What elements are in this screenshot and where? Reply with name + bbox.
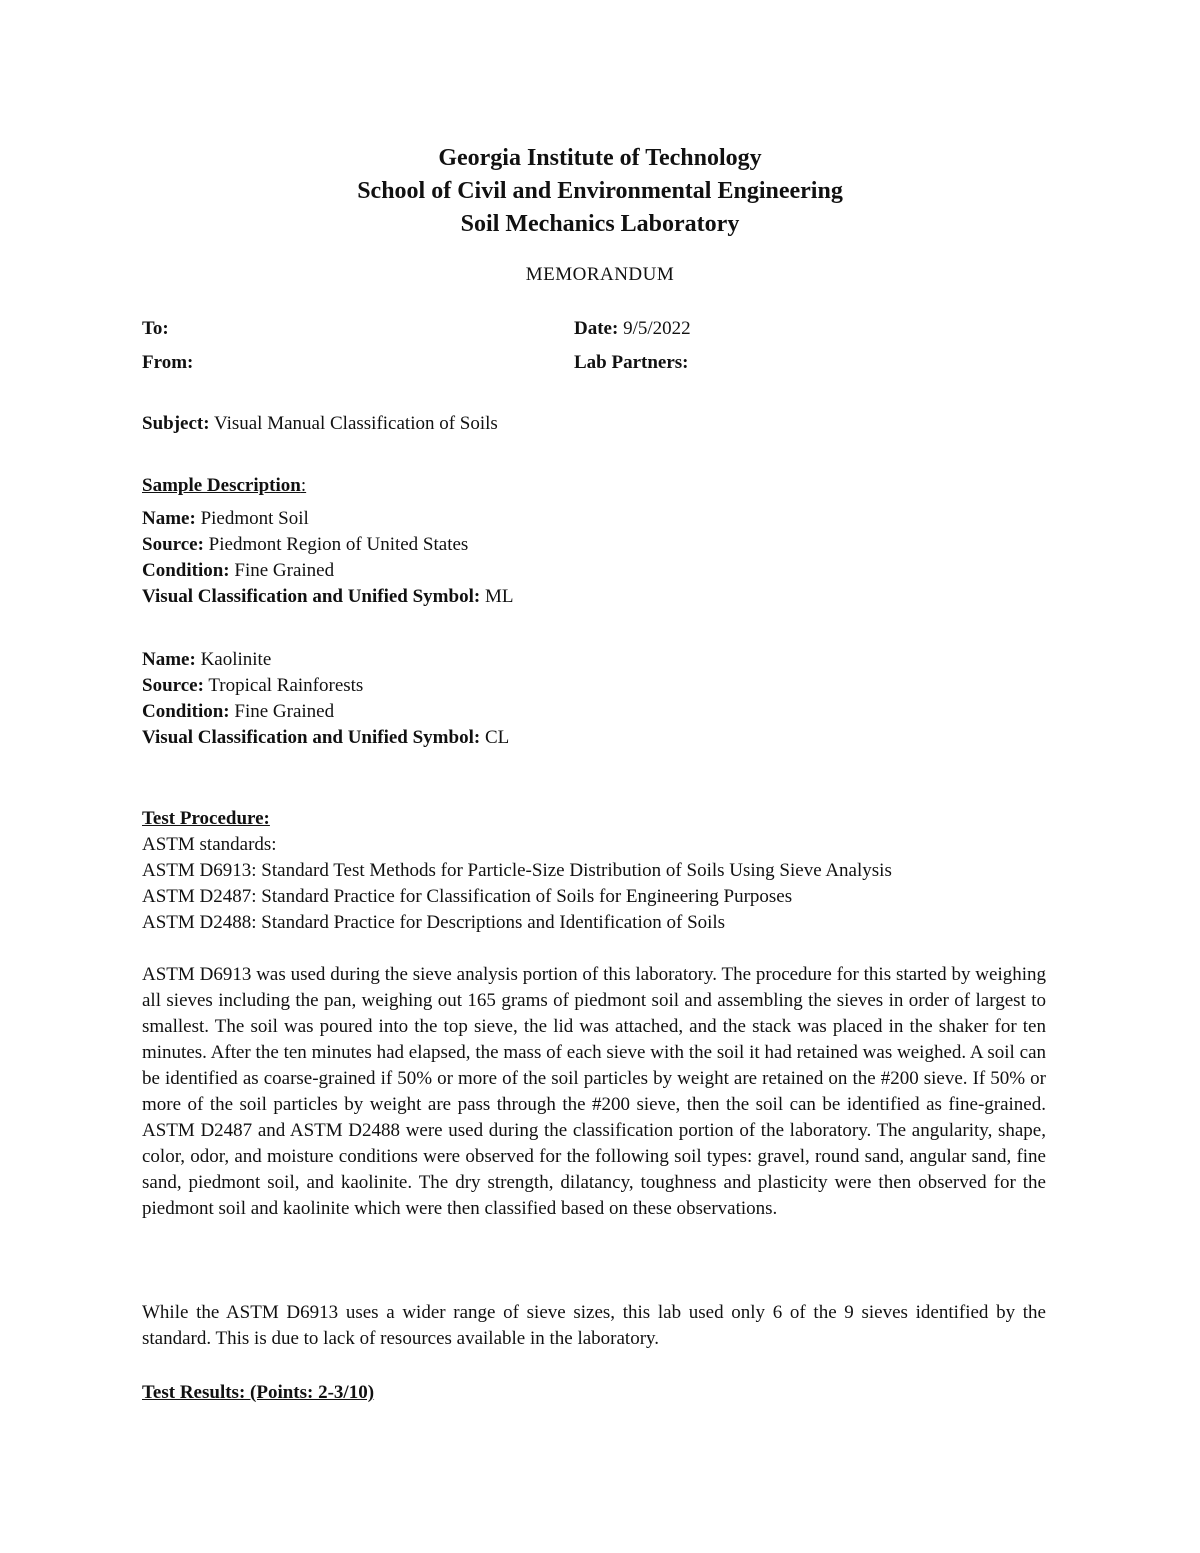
sample-name-value: Piedmont Soil	[200, 508, 309, 529]
sample-condition-value: Fine Grained	[234, 701, 335, 722]
to-field	[142, 316, 169, 342]
sample-block-1	[142, 506, 513, 610]
sample-name-label: Name:	[142, 649, 196, 670]
letterhead	[0, 142, 1200, 241]
sample-description-heading-colon: :	[300, 475, 307, 496]
institution-name: Georgia Institute of Technology	[438, 145, 762, 171]
lab-partners-label: Lab Partners:	[574, 352, 689, 373]
sample-symbol-value: ML	[484, 586, 514, 607]
standard-item: ASTM D2488: Standard Practice for Descriptions and Identification of Soils	[142, 912, 726, 933]
procedure-paragraph-1: ASTM D6913 was used during the sieve analysis portion of this laboratory. The procedure for this started by weighing all sieves including the pan, weighing out 165 grams of piedmont soil and assembling the sieves in order of largest to smallest. The soil was poured into the top sieve, the lid was attached, and the stack was placed in the shaker for ten minutes. After the ten minutes had elapsed, the mass of each sieve with the soil it had retained was weighed. A soil can be identified as coarse-grained if 50% or more of the soil particles by weight are retained on the #200 sieve. If 50% or more of the soil particles by weight are pass through the #200 sieve, then the soil can be identified as fine-grained. ASTM D2487 and ASTM D2488 were used during the classification portion of the laboratory. The angularity, shape, color, odor, and moisture conditions were observed for the following soil types: gravel, round sand, angular sand, fine sand, piedmont soil, and kaolinite. The dry strength, dilatancy, toughness and plasticity were then observed for the piedmont soil and kaolinite which were then classified based on these observations.	[142, 964, 1046, 1219]
sample-symbol-row	[142, 584, 513, 610]
sample-symbol-value: CL	[484, 727, 510, 748]
test-results-heading-text: Test Results: (Points: 2-3/10)	[142, 1382, 375, 1403]
date-label: Date:	[574, 318, 619, 339]
test-results-heading	[142, 1380, 374, 1406]
sample-source-label: Source:	[142, 675, 204, 696]
sample-name-label: Name:	[142, 508, 196, 529]
lab-partners-field	[574, 350, 689, 376]
sample-condition-value: Fine Grained	[234, 560, 335, 581]
from-field	[142, 350, 193, 376]
sample-name-value: Kaolinite	[200, 649, 272, 670]
sample-symbol-label: Visual Classification and Unified Symbol:	[142, 586, 481, 607]
sample-source-label: Source:	[142, 534, 204, 555]
sample-condition-row	[142, 558, 513, 584]
sample-symbol-row	[142, 725, 509, 751]
sample-condition-label: Condition:	[142, 701, 230, 722]
standard-item: ASTM D6913: Standard Test Methods for Particle-Size Distribution of Soils Using Sieve Analysis	[142, 860, 892, 881]
subject-label: Subject:	[142, 413, 210, 434]
from-label: From:	[142, 352, 194, 373]
sample-block-2	[142, 647, 509, 751]
sample-source-row	[142, 673, 509, 699]
date-value: 9/5/2022	[623, 318, 691, 339]
test-procedure-section	[142, 806, 892, 936]
sample-source-value: Tropical Rainforests	[208, 675, 364, 696]
sample-name-row	[142, 647, 509, 673]
sample-condition-row	[142, 699, 509, 725]
to-label: To:	[142, 318, 169, 339]
standards-intro: ASTM standards:	[142, 834, 277, 855]
school-name: School of Civil and Environmental Engineering	[357, 178, 843, 204]
subject-value: Visual Manual Classification of Soils	[213, 413, 498, 434]
memo-title: MEMORANDUM	[525, 264, 675, 285]
test-procedure-heading: Test Procedure:	[142, 808, 270, 829]
standard-item: ASTM D2487: Standard Practice for Classification of Soils for Engineering Purposes	[142, 886, 793, 907]
sample-symbol-label: Visual Classification and Unified Symbol:	[142, 727, 481, 748]
sample-description-heading-text: Sample Description	[142, 475, 301, 496]
subject-line	[142, 411, 498, 437]
lab-name: Soil Mechanics Laboratory	[460, 211, 740, 237]
procedure-paragraph-2: While the ASTM D6913 uses a wider range of sieve sizes, this lab used only 6 of the 9 sieves identified by the standard. This is due to lack of resources available in the laboratory.	[142, 1302, 1046, 1349]
sample-name-row	[142, 506, 513, 532]
date-field	[574, 316, 691, 342]
sample-condition-label: Condition:	[142, 560, 230, 581]
sample-source-row	[142, 532, 513, 558]
sample-description-heading	[142, 473, 306, 499]
sample-source-value: Piedmont Region of United States	[208, 534, 469, 555]
